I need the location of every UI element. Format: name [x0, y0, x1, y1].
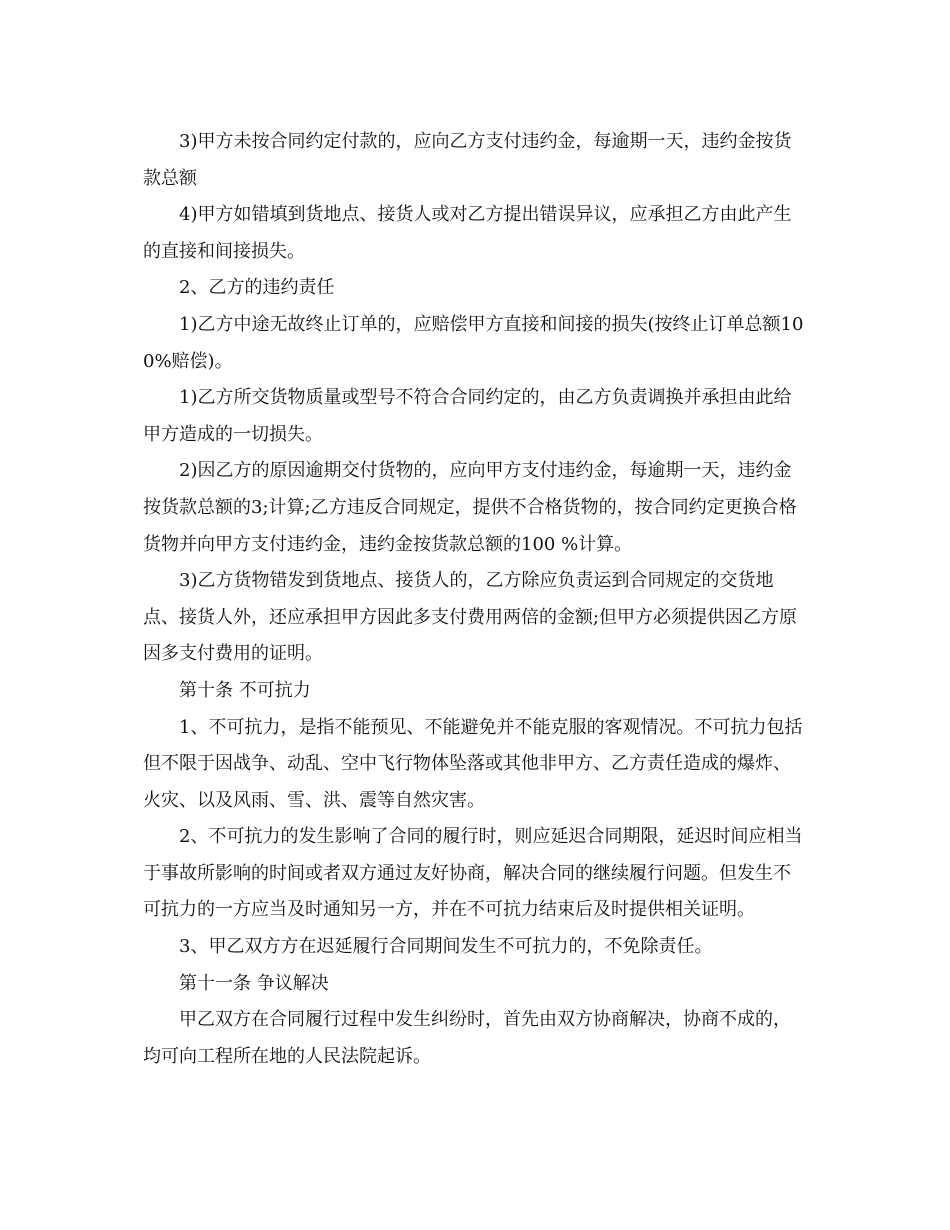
paragraph-party-b-termination: 1)乙方中途无故终止订单的，应赔偿甲方直接和间接的损失(按终止订单总额100%赔偿)。	[143, 313, 804, 372]
heading-party-b-liability: 2、乙方的违约责任	[179, 277, 335, 299]
paragraph-force-majeure-delay: 3、甲乙双方方在迟延履行合同期间发生不可抗力的，不免除责任。	[179, 936, 713, 958]
paragraph-party-b-wrong-delivery: 3)乙方货物错发到货地点、接货人的，乙方除应负责运到合同规定的交货地点、接货人外，还应承担甲方因此多支付费用两倍的金额;但甲方必须提供因乙方原因多支付费用的证明。	[143, 570, 798, 665]
paragraph-force-majeure-definition: 1、不可抗力，是指不能预见、不能避免并不能克服的客观情况。不可抗力包括但不限于因战争、动乱、空中飞行物体坠落或其他非甲方、乙方责任造成的爆炸、火灾、以及风雨、雪、洪、震等自然灾害。	[143, 716, 803, 811]
paragraph-party-b-late-delivery: 2)因乙方的原因逾期交付货物的，应向甲方支付违约金，每逾期一天，违约金按货款总额的3;计算;乙方违反合同规定，提供不合格货物的，按合同约定更换合格货物并向甲方支付违约金，违约金按货款总额的100 %计算。	[143, 460, 797, 555]
paragraph-dispute-resolution: 甲乙双方在合同履行过程中发生纠纷时，首先由双方协商解决，协商不成的，均可向工程所在地的人民法院起诉。	[143, 1009, 791, 1067]
paragraph-party-a-late-payment: 3)甲方未按合同约定付款的，应向乙方支付违约金，每逾期一天，违约金按货款总额	[143, 131, 792, 189]
heading-article-11: 第十一条 争议解决	[179, 972, 329, 994]
paragraph-party-a-wrong-address: 4)甲方如错填到货地点、接货人或对乙方提出错误异议，应承担乙方由此产生的直接和间接损失。	[143, 204, 792, 262]
paragraph-force-majeure-effect: 2、不可抗力的发生影响了合同的履行时，则应延迟合同期限，延迟时间应相当于事故所影响的时间或者双方通过友好协商，解决合同的继续履行问题。但发生不可抗力的一方应当及时通知另一方，并在不可抗力结束后及时提供相关证明。	[143, 826, 803, 921]
heading-article-10: 第十条 不可抗力	[179, 679, 311, 701]
paragraph-party-b-quality: 1)乙方所交货物质量或型号不符合合同约定的，由乙方负责调换并承担由此给甲方造成的一切损失。	[143, 387, 792, 445]
document-body	[143, 124, 808, 1075]
